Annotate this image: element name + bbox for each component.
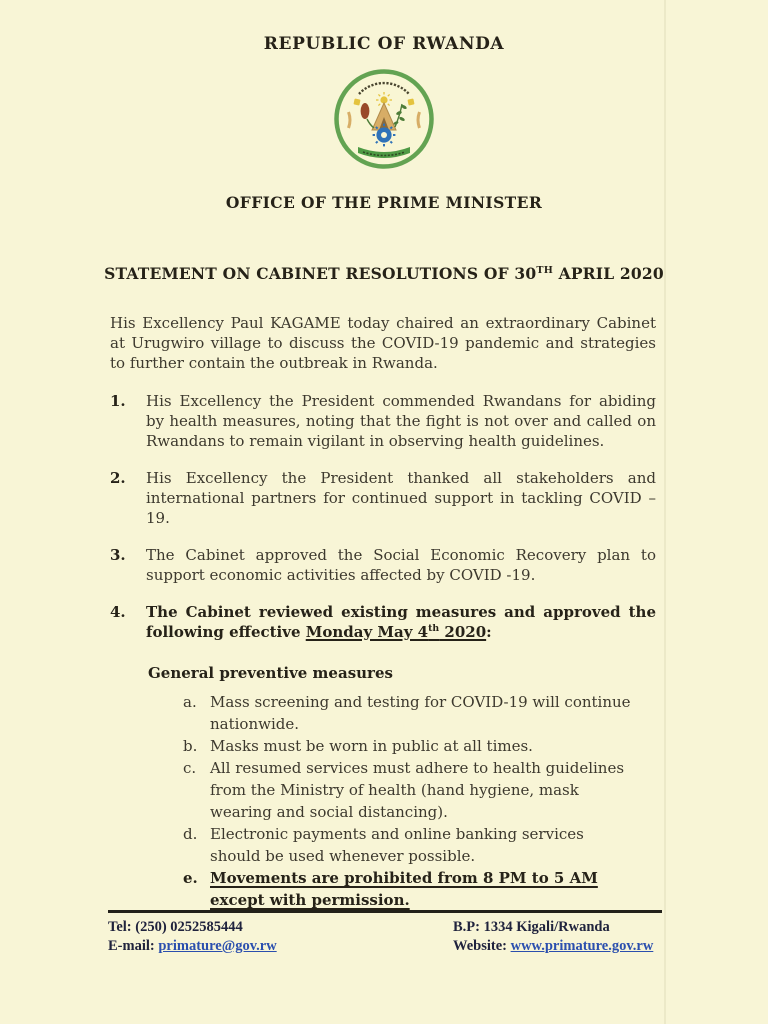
office-title: OFFICE OF THE PRIME MINISTER [225, 193, 543, 212]
item-number: 3. [110, 546, 126, 564]
item-4-text-pre: The Cabinet reviewed existing measures and approved the following effective [146, 603, 656, 641]
tel-label: Tel: [108, 919, 132, 935]
item-text: Electronic payments and online banking services should be used whenever possible. [210, 825, 584, 865]
item-number: 1. [110, 392, 126, 410]
lettered-item-a [183, 691, 636, 735]
seal-shield-left [349, 112, 351, 128]
website-label: Website: [453, 938, 507, 954]
item-text: All resumed services must adhere to health guidelines from the Ministry of health (hand hygiene, mask wearing and social distancing). [210, 759, 625, 821]
effective-date-post: 2020 [439, 623, 487, 641]
item-4-text-post: : [486, 623, 492, 641]
seal-shield-right [418, 112, 420, 128]
country-title: REPUBLIC OF RWANDA [263, 34, 505, 54]
subsection-heading: General preventive measures [148, 664, 393, 682]
paper-crease [664, 0, 666, 1024]
rwanda-coat-of-arms-icon [332, 67, 436, 171]
item-number: 2. [110, 469, 126, 487]
lettered-list [183, 691, 636, 911]
lettered-item-b [183, 735, 636, 757]
item-letter: e. [183, 869, 198, 887]
item-number: 4. [110, 603, 126, 621]
numbered-item-3 [110, 545, 656, 585]
intro-paragraph: His Excellency Paul KAGAME today chaired an extraordinary Cabinet at Urugwiro village to discuss the COVID-19 pandemic and strategies to further contain the outbreak in Rwanda. [110, 314, 656, 372]
item-text: Mass screening and testing for COVID-19 will continue nationwide. [210, 693, 631, 733]
footer-bp-row [453, 918, 662, 937]
email-label: E-mail: [108, 938, 155, 954]
footer [108, 910, 662, 956]
item-letter: d. [183, 825, 198, 843]
item-text: His Excellency the President thanked all stakeholders and international partners for continued support in tackling COVID – 19. [146, 469, 656, 527]
item-text [146, 602, 656, 642]
numbered-item-4 [110, 602, 656, 642]
footer-email-row [108, 937, 453, 956]
seal-knot-left [353, 98, 360, 105]
website-link[interactable]: www.primature.gov.rw [510, 938, 654, 954]
item-text: The Cabinet approved the Social Economic Recovery plan to support economic activities affected by COVID -19. [146, 546, 656, 584]
effective-date-underlined [306, 623, 486, 641]
footer-tel-row [108, 918, 453, 937]
bp-label: B.P: [453, 919, 480, 935]
tel-value: (250) 0252585444 [135, 919, 243, 935]
effective-date-sup: th [428, 623, 440, 634]
statement-title [0, 264, 768, 283]
lettered-item-d [183, 823, 636, 867]
item-text: Movements are prohibited from 8 PM to 5 AM except with permission. [210, 869, 598, 909]
footer-right-column [453, 918, 662, 956]
footer-left-column [108, 918, 453, 956]
seal-knot-right [407, 98, 414, 105]
document-body [110, 313, 656, 911]
item-letter: c. [183, 759, 197, 777]
coat-of-arms-svg [332, 67, 436, 171]
lettered-item-e [183, 867, 636, 911]
lettered-item-c [183, 757, 636, 823]
effective-date-pre: Monday May 4 [305, 623, 429, 641]
statement-title-sup: TH [536, 264, 553, 276]
footer-website-row [453, 937, 662, 956]
item-text: Masks must be worn in public at all times. [210, 737, 533, 755]
item-letter: a. [183, 693, 197, 711]
numbered-item-1 [110, 391, 656, 451]
bp-value: 1334 Kigali/Rwanda [483, 919, 610, 935]
item-letter: b. [183, 737, 198, 755]
statement-title-post: APRIL 2020 [553, 264, 664, 283]
item-text: His Excellency the President commended Rwandans for abiding by health measures, noting that the fight is not over and called on Rwandans to remain vigilant in observing health guidelines. [146, 392, 656, 450]
email-link[interactable]: primature@gov.rw [158, 938, 277, 954]
statement-title-pre: STATEMENT ON CABINET RESOLUTIONS OF 30 [104, 264, 537, 283]
numbered-item-2 [110, 468, 656, 528]
